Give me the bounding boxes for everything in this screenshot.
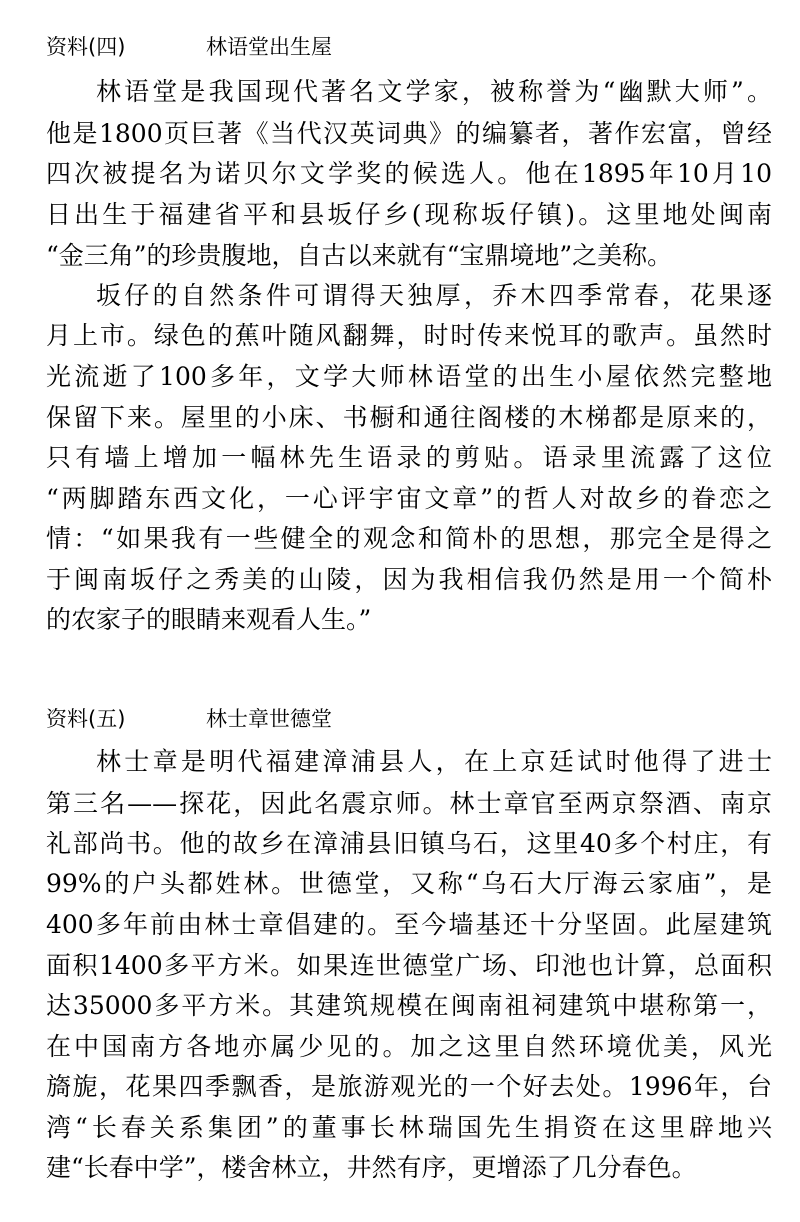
section-5-label: 资料(五) [46, 707, 126, 731]
section-5-line: 礼部尚书。他的故乡在漳浦县旧镇乌石，这里40多个村庄，有 [46, 829, 772, 858]
section-5-line: 面积1400多平方米。如果连世德堂广场、印池也计算，总面积 [46, 951, 772, 980]
section-5-line: 旖旎，花果四季飘香，是旅游观光的一个好去处。1996年，台 [46, 1072, 772, 1101]
section-5-line: 湾“长春关系集团”的董事长林瑞国先生捐资在这里辟地兴 [46, 1113, 772, 1142]
section-4-line: 林语堂是我国现代著名文学家，被称誉为“幽默大师”。 [96, 77, 772, 106]
section-5-line: 400多年前由林士章倡建的。至今墙基还十分坚固。此屋建筑 [46, 910, 772, 939]
section-4-line: “金三角”的珍贵腹地，自古以来就有“宝鼎境地”之美称。 [46, 241, 673, 270]
section-5-line: 林士章是明代福建漳浦县人，在上京廷试时他得了进士 [96, 747, 772, 776]
section-5-title: 林士章世德堂 [206, 707, 332, 731]
section-5-line: 在中国南方各地亦属少见的。加之这里自然环境优美，风光 [46, 1032, 772, 1061]
section-5-line: 建“长春中学”，楼舍林立，井然有序，更增添了几分春色。 [46, 1153, 697, 1182]
section-5-line: 达35000多平方米。其建筑规模在闽南祖祠建筑中堪称第一， [46, 991, 772, 1020]
section-4-label: 资料(四) [46, 35, 126, 59]
section-4-line: 的农家子的眼睛来观看人生。” [46, 605, 372, 634]
section-4-line: 坂仔的自然条件可谓得天独厚，乔木四季常春，花果逐 [96, 281, 772, 310]
section-4-line: 他是1800页巨著《当代汉英词典》的编纂者，著作宏富，曾经 [46, 119, 772, 148]
section-4-line: 只有墙上增加一幅林先生语录的剪贴。语录里流露了这位 [46, 443, 772, 472]
section-4-line: 日出生于福建省平和县坂仔乡(现称坂仔镇)。这里地处闽南 [46, 200, 772, 229]
section-4-heading [46, 32, 332, 62]
section-4-line: “两脚踏东西文化，一心评宇宙文章”的哲人对故乡的眷恋之 [46, 484, 772, 513]
section-4-line: 保留下来。屋里的小床、书橱和通往阁楼的木梯都是原来的， [46, 403, 772, 432]
section-5-line: 99%的户头都姓林。世德堂，又称“乌石大厅海云家庙”，是 [46, 869, 772, 898]
section-4-line: 情：“如果我有一些健全的观念和简朴的思想，那完全是得之 [46, 524, 772, 553]
section-4-line: 四次被提名为诺贝尔文学奖的候选人。他在1895年10月10 [46, 159, 772, 188]
section-5-line: 第三名——探花，因此名震京师。林士章官至两京祭酒、南京 [46, 789, 772, 818]
section-4-title: 林语堂出生屋 [206, 35, 332, 59]
section-4-line: 光流逝了100多年，文学大师林语堂的出生小屋依然完整地 [46, 362, 772, 391]
section-4-line: 月上市。绿色的蕉叶随风翻舞，时时传来悦耳的歌声。虽然时 [46, 321, 772, 350]
section-5-heading [46, 704, 332, 734]
section-4-line: 于闽南坂仔之秀美的山陵，因为我相信我仍然是用一个简朴 [46, 565, 772, 594]
